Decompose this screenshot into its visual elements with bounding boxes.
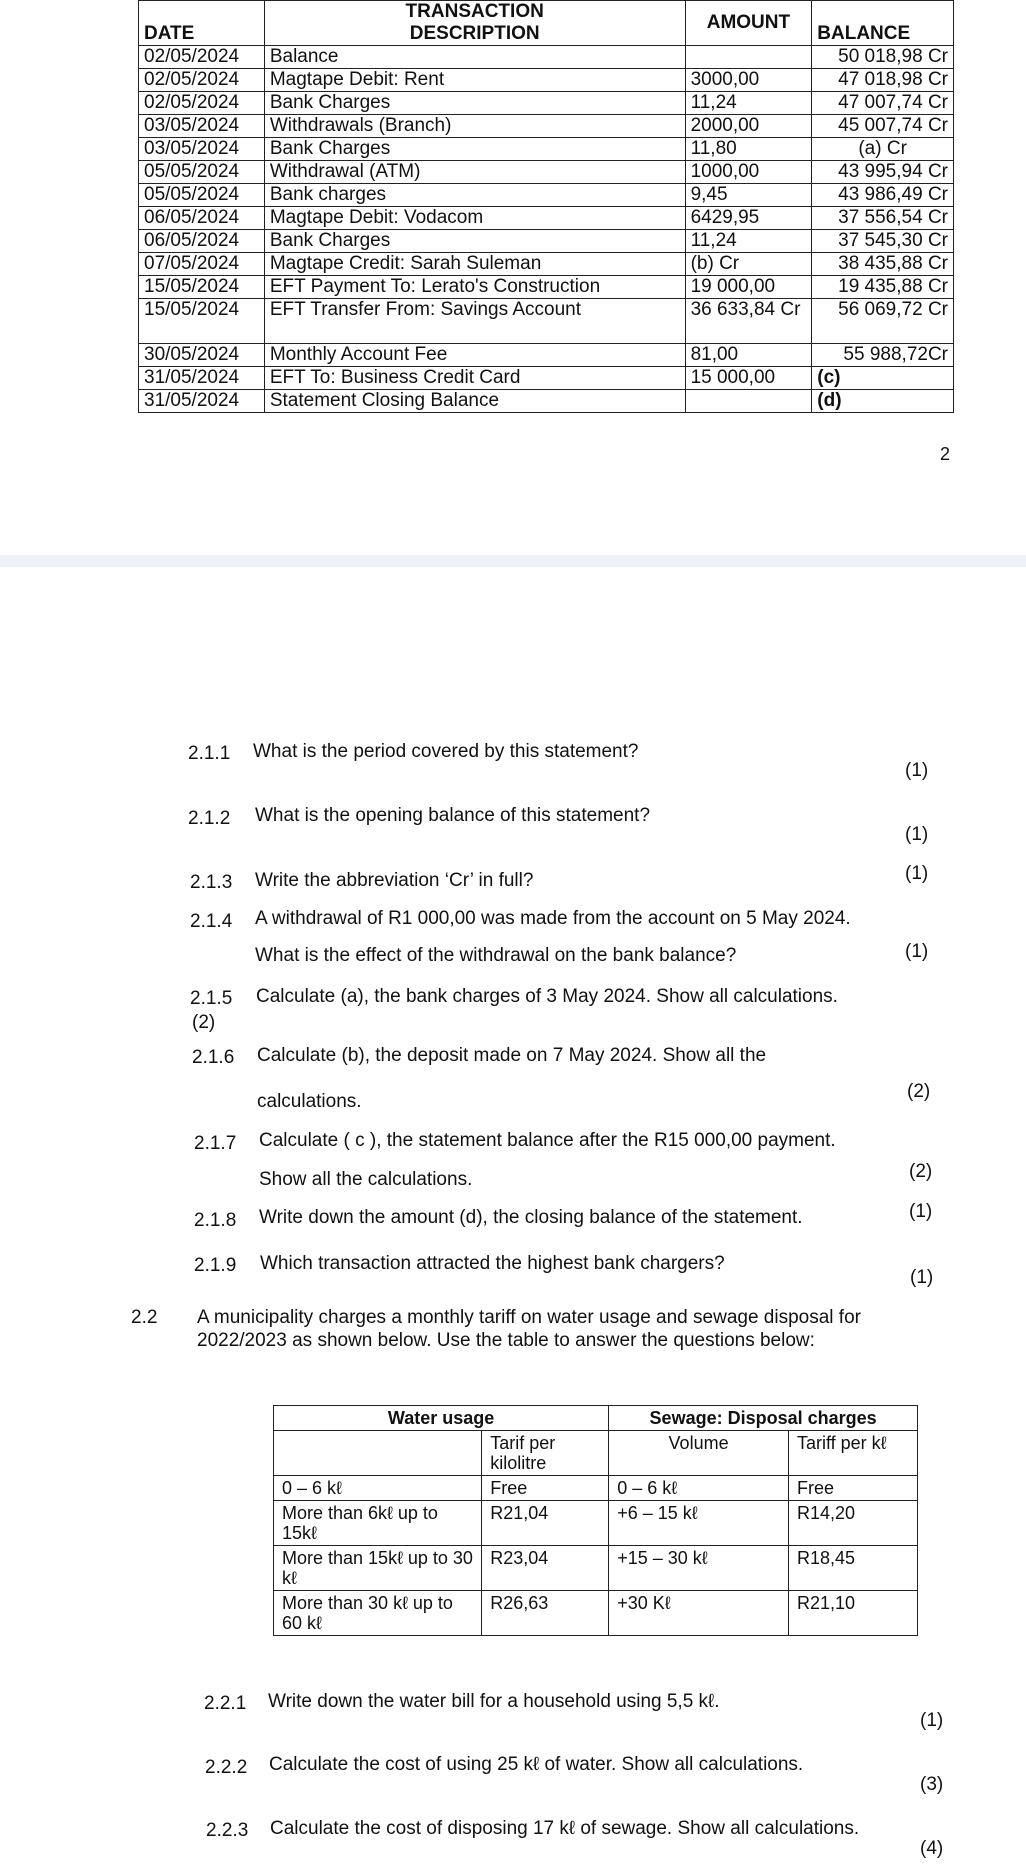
page-number: 2 xyxy=(940,444,951,464)
sewage-volume: +15 – 30 kℓ xyxy=(609,1546,789,1591)
table-row xyxy=(139,184,954,207)
question-number: 2.1.1 xyxy=(188,743,231,764)
table-row xyxy=(139,390,954,413)
sewage-volume-label: Volume xyxy=(609,1431,789,1476)
row-balance: (c) xyxy=(812,367,954,390)
row-balance: 47 007,74 Cr xyxy=(812,92,954,115)
question-number: 2.1.2 xyxy=(188,808,231,829)
row-date: 03/05/2024 xyxy=(139,115,265,138)
water-tariff: R23,04 xyxy=(482,1546,609,1591)
row-balance: 37 545,30 Cr xyxy=(812,230,954,253)
water-range: More than 30 kℓ up to 60 kℓ xyxy=(274,1591,482,1636)
table-row xyxy=(139,344,954,367)
row-balance: 50 018,98 Cr xyxy=(812,46,954,69)
row-description: Bank Charges xyxy=(264,230,685,253)
question-mark: (1) xyxy=(909,1201,933,1222)
row-description: Balance xyxy=(264,46,685,69)
row-date: 31/05/2024 xyxy=(139,390,265,413)
header-amount: AMOUNT xyxy=(685,1,812,46)
question-number: 2.1.3 xyxy=(190,872,233,893)
sewage-volume: +30 Kℓ xyxy=(609,1591,789,1636)
water-tariff: R21,04 xyxy=(482,1501,609,1546)
question-number: 2.1.7 xyxy=(194,1133,237,1154)
section-intro-line1: A municipality charges a monthly tariff on water usage and sewage disposal for xyxy=(197,1307,861,1328)
row-balance: 43 986,49 Cr xyxy=(812,184,954,207)
row-date: 02/05/2024 xyxy=(139,69,265,92)
question-mark: (2) xyxy=(192,1012,216,1033)
table-row xyxy=(139,92,954,115)
row-date: 05/05/2024 xyxy=(139,161,265,184)
table-row xyxy=(139,161,954,184)
question-text: Which transaction attracted the highest bank chargers? xyxy=(260,1253,725,1274)
table-row xyxy=(139,69,954,92)
tariff-subheader-row xyxy=(274,1431,918,1476)
table-row xyxy=(139,46,954,69)
row-balance: 45 007,74 Cr xyxy=(812,115,954,138)
row-date: 15/05/2024 xyxy=(139,299,265,344)
question-mark: (1) xyxy=(905,824,929,845)
row-description: Withdrawal (ATM) xyxy=(264,161,685,184)
question-mark: (1) xyxy=(910,1267,934,1288)
questions-page xyxy=(0,567,1026,1864)
question-mark: (1) xyxy=(905,760,929,781)
row-amount: 1000,00 xyxy=(685,161,812,184)
row-date: 15/05/2024 xyxy=(139,276,265,299)
table-row xyxy=(274,1476,918,1501)
header-date: DATE xyxy=(139,1,265,46)
row-amount: 11,80 xyxy=(685,138,812,161)
water-range: More than 6kℓ up to 15kℓ xyxy=(274,1501,482,1546)
row-date: 31/05/2024 xyxy=(139,367,265,390)
question-mark: (2) xyxy=(909,1161,933,1182)
row-description: Magtape Debit: Vodacom xyxy=(264,207,685,230)
row-date: 03/05/2024 xyxy=(139,138,265,161)
table-row xyxy=(274,1546,918,1591)
table-row xyxy=(139,299,954,344)
question-text: Write down the water bill for a household using 5,5 kℓ. xyxy=(268,1691,720,1712)
row-date: 30/05/2024 xyxy=(139,344,265,367)
question-number: 2.1.8 xyxy=(194,1210,237,1231)
table-row xyxy=(139,230,954,253)
row-amount: 3000,00 xyxy=(685,69,812,92)
question-text: Write down the amount (d), the closing balance of the statement. xyxy=(259,1207,803,1228)
row-amount: 2000,00 xyxy=(685,115,812,138)
sewage-header: Sewage: Disposal charges xyxy=(609,1406,918,1431)
row-balance: (d) xyxy=(812,390,954,413)
bank-statement-table xyxy=(138,0,954,413)
row-balance: 19 435,88 Cr xyxy=(812,276,954,299)
table-row xyxy=(139,276,954,299)
question-text-line2: Show all the calculations. xyxy=(259,1169,473,1190)
sewage-tariff: Free xyxy=(788,1476,917,1501)
row-date: 07/05/2024 xyxy=(139,253,265,276)
header-description-line1: TRANSACTION xyxy=(405,1,544,22)
question-number: 2.1.4 xyxy=(190,911,233,932)
question-text: Calculate (b), the deposit made on 7 May 2024. Show all the xyxy=(257,1045,767,1066)
water-tariff: Free xyxy=(482,1476,609,1501)
table-row xyxy=(139,138,954,161)
tariff-table xyxy=(273,1405,918,1636)
question-text: What is the period covered by this statement? xyxy=(253,741,639,762)
question-text: Calculate (a), the bank charges of 3 May 2024. Show all calculations. xyxy=(256,986,838,1007)
row-balance: 55 988,72Cr xyxy=(812,344,954,367)
sewage-tariff: R18,45 xyxy=(788,1546,917,1591)
water-range: More than 15kℓ up to 30 kℓ xyxy=(274,1546,482,1591)
tariff-header-row xyxy=(274,1406,918,1431)
row-amount: (b) Cr xyxy=(685,253,812,276)
row-description: EFT Transfer From: Savings Account xyxy=(264,299,685,344)
question-mark: (1) xyxy=(905,941,929,962)
sewage-tariff: R21,10 xyxy=(788,1591,917,1636)
row-description: Bank Charges xyxy=(264,138,685,161)
row-amount: 81,00 xyxy=(685,344,812,367)
sewage-volume: 0 – 6 kℓ xyxy=(609,1476,789,1501)
question-number: 2.2.2 xyxy=(205,1757,248,1778)
table-row xyxy=(139,367,954,390)
question-text: What is the opening balance of this statement? xyxy=(255,805,651,826)
table-row xyxy=(274,1501,918,1546)
row-balance: (a) Cr xyxy=(812,138,954,161)
row-balance: 38 435,88 Cr xyxy=(812,253,954,276)
row-date: 02/05/2024 xyxy=(139,46,265,69)
blank-cell xyxy=(274,1431,482,1476)
row-amount xyxy=(685,46,812,69)
row-description: Bank charges xyxy=(264,184,685,207)
question-text: Calculate the cost of disposing 17 kℓ of sewage. Show all calculations. xyxy=(270,1818,860,1839)
water-tariff-label: Tarif per kilolitre xyxy=(482,1431,609,1476)
question-text-line2: calculations. xyxy=(257,1091,362,1112)
row-date: 06/05/2024 xyxy=(139,207,265,230)
row-date: 05/05/2024 xyxy=(139,184,265,207)
row-amount: 6429,95 xyxy=(685,207,812,230)
row-date: 02/05/2024 xyxy=(139,92,265,115)
row-amount: 11,24 xyxy=(685,230,812,253)
row-amount xyxy=(685,390,812,413)
header-balance: BALANCE xyxy=(812,1,954,46)
header-description xyxy=(264,1,685,46)
row-amount: 15 000,00 xyxy=(685,367,812,390)
question-number: 2.2.1 xyxy=(204,1693,247,1714)
question-text: A withdrawal of R1 000,00 was made from the account on 5 May 2024. xyxy=(255,908,851,929)
row-balance: 43 995,94 Cr xyxy=(812,161,954,184)
row-date: 06/05/2024 xyxy=(139,230,265,253)
sewage-tariff: R14,20 xyxy=(788,1501,917,1546)
question-text: Calculate ( c ), the statement balance after the R15 000,00 payment. xyxy=(259,1130,836,1151)
header-description-line2: DESCRIPTION xyxy=(409,23,540,44)
row-description: Monthly Account Fee xyxy=(264,344,685,367)
water-range: 0 – 6 kℓ xyxy=(274,1476,482,1501)
sewage-tariff-label: Tariff per kℓ xyxy=(788,1431,917,1476)
section-intro-line2: 2022/2023 as shown below. Use the table to answer the questions below: xyxy=(197,1330,815,1351)
statement-header-row xyxy=(139,1,954,46)
table-row xyxy=(139,253,954,276)
question-text: Write the abbreviation ‘Cr’ in full? xyxy=(255,870,534,891)
question-mark: (3) xyxy=(920,1774,944,1795)
row-description: Magtape Credit: Sarah Suleman xyxy=(264,253,685,276)
row-description: EFT To: Business Credit Card xyxy=(264,367,685,390)
row-description: EFT Payment To: Lerato's Construction xyxy=(264,276,685,299)
table-row xyxy=(274,1591,918,1636)
row-amount: 36 633,84 Cr xyxy=(685,299,812,344)
question-mark: (1) xyxy=(920,1710,944,1731)
row-description: Statement Closing Balance xyxy=(264,390,685,413)
section-number: 2.2 xyxy=(131,1307,158,1328)
sewage-volume: +6 – 15 kℓ xyxy=(609,1501,789,1546)
question-number: 2.1.9 xyxy=(194,1255,237,1276)
question-number: 2.2.3 xyxy=(206,1820,249,1841)
water-tariff: R26,63 xyxy=(482,1591,609,1636)
row-amount: 19 000,00 xyxy=(685,276,812,299)
statement-page xyxy=(0,0,1026,555)
question-number: 2.1.5 xyxy=(190,988,233,1009)
row-balance: 56 069,72 Cr xyxy=(812,299,954,344)
page-separator xyxy=(0,555,1026,567)
table-row xyxy=(139,115,954,138)
water-usage-header: Water usage xyxy=(274,1406,609,1431)
row-amount: 11,24 xyxy=(685,92,812,115)
question-mark: (1) xyxy=(905,863,929,884)
table-row xyxy=(139,207,954,230)
row-description: Withdrawals (Branch) xyxy=(264,115,685,138)
row-balance: 47 018,98 Cr xyxy=(812,69,954,92)
row-amount: 9,45 xyxy=(685,184,812,207)
row-description: Magtape Debit: Rent xyxy=(264,69,685,92)
question-mark: (2) xyxy=(907,1081,931,1102)
question-text-line2: What is the effect of the withdrawal on the bank balance? xyxy=(255,945,737,966)
question-mark: (4) xyxy=(920,1838,944,1859)
row-balance: 37 556,54 Cr xyxy=(812,207,954,230)
row-description: Bank Charges xyxy=(264,92,685,115)
question-number: 2.1.6 xyxy=(192,1047,235,1068)
question-text: Calculate the cost of using 25 kℓ of water. Show all calculations. xyxy=(269,1754,804,1775)
